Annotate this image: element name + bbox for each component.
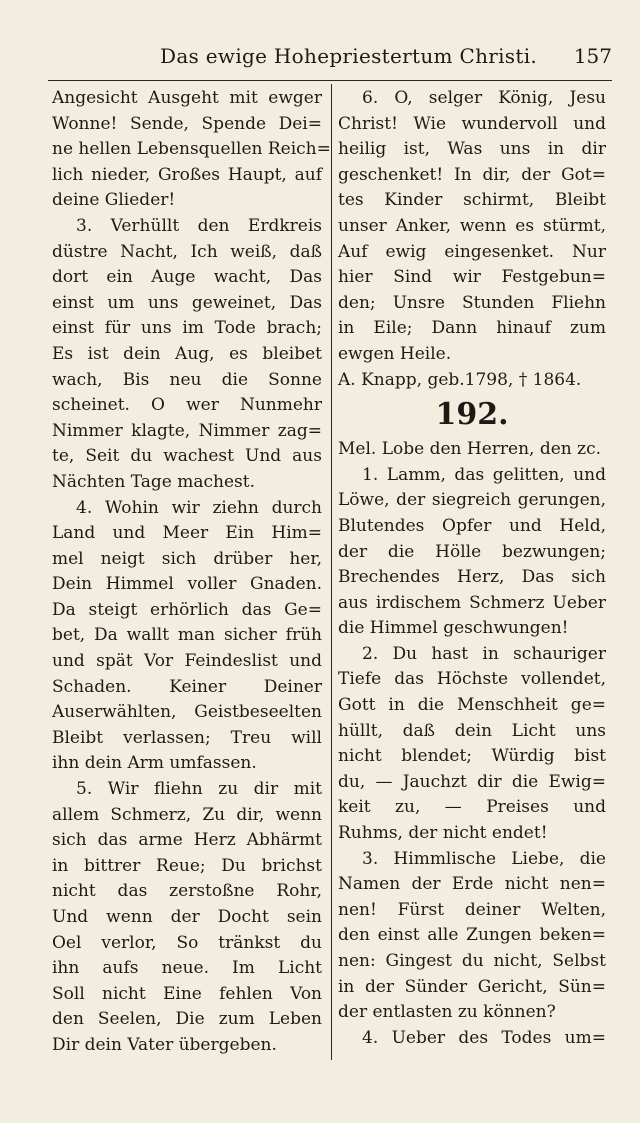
running-header	[48, 40, 612, 76]
text-line: Nimmer klagte, Nimmer zag=	[52, 420, 322, 441]
text-line: unser Anker, wenn es stürmt,	[338, 215, 606, 236]
text-line: in der Sünder Gericht, Sün=	[338, 976, 606, 997]
author-attribution: A. Knapp, geb.1798, † 1864.	[338, 369, 582, 390]
text-line: hüllt, daß dein Licht uns	[338, 720, 606, 741]
text-line: ne hellen Lebensquellen Reich=	[52, 139, 331, 160]
text-line: Brechendes Herz, Das sich	[338, 567, 606, 588]
text-line: keit zu, — Preises und	[338, 797, 606, 818]
text-line: den; Unsre Stunden Fliehn	[338, 292, 606, 313]
text-line: 3. Verhüllt den Erdkreis	[76, 215, 322, 236]
text-line: 1. Lamm, das gelitten, und	[362, 464, 606, 485]
text-line: Auf ewig eingesenket. Nur	[338, 241, 606, 262]
text-line: Auserwählten, Geistbeseelten	[52, 702, 322, 723]
text-line: einst um uns geweinet, Das	[52, 292, 322, 313]
text-line: heilig ist, Was uns in dir	[338, 139, 606, 160]
text-line: ewgen Heile.	[338, 343, 452, 364]
text-line: 4. Wohin wir ziehn durch	[76, 497, 322, 518]
text-line: Gott in die Menschheit ge=	[338, 695, 606, 716]
text-line: Da steigt erhörlich das Ge=	[52, 599, 322, 620]
text-line: ihn aufs neue. Im Licht	[52, 958, 322, 979]
header-rule	[48, 80, 612, 81]
text-line: Ruhms, der nicht endet!	[338, 823, 548, 844]
text-line: wach, Bis neu die Sonne	[52, 369, 322, 390]
text-line: nicht blendet; Würdig bist	[338, 746, 606, 767]
text-line: sich das arme Herz Abhärmt	[52, 830, 322, 851]
text-line: Blutendes Opfer und Held,	[338, 515, 606, 536]
text-line: tes Kinder schirmt, Bleibt	[338, 190, 606, 211]
text-line: in bittrer Reue; Du brichst	[52, 855, 322, 876]
text-line: der die Hölle bezwungen;	[338, 541, 606, 562]
text-line: Angesicht Ausgeht mit ewger	[52, 88, 322, 108]
text-line: Es ist dein Aug, es bleibet	[52, 343, 322, 364]
hymn-number: 192.	[435, 397, 509, 433]
text-line: der entlasten zu können?	[338, 1002, 556, 1023]
text-line: geschenket! In dir, der Got=	[338, 164, 606, 185]
text-line: scheinet. O wer Nunmehr	[52, 395, 322, 416]
text-line: düstre Nacht, Ich weiß, daß	[52, 241, 322, 262]
text-line: Namen der Erde nicht nen=	[338, 874, 606, 895]
text-line: deine Glieder!	[52, 190, 176, 211]
text-line: Dir dein Vater übergeben.	[52, 1034, 277, 1055]
text-line: in Eile; Dann hinauf zum	[338, 318, 606, 339]
text-line: Tiefe das Höchste vollendet,	[338, 669, 606, 690]
text-line: Land und Meer Ein Him=	[52, 523, 322, 544]
text-line: den Seelen, Die zum Leben	[52, 1009, 322, 1030]
melody-line: Mel. Lobe den Herren, den zc.	[338, 439, 602, 460]
text-line: 5. Wir fliehn zu dir mit	[76, 779, 322, 800]
right-column	[338, 86, 606, 1051]
text-line: Und wenn der Docht sein	[52, 907, 322, 927]
text-line: den einst alle Zungen beken=	[338, 925, 606, 946]
text-line: aus irdischem Schmerz Ueber	[338, 592, 606, 613]
text-line: 4. Ueber des Todes um=	[362, 1027, 606, 1048]
text-line: Löwe, der siegreich gerungen,	[338, 490, 606, 511]
text-line: Bleibt verlassen; Treu will	[52, 727, 322, 748]
text-line: lich nieder, Großes Haupt, auf	[52, 164, 322, 185]
text-line: Oel verlor, So tränkst du	[52, 932, 322, 953]
text-line: nicht das zerstoßne Rohr,	[52, 881, 322, 902]
text-line: 2. Du hast in schauriger	[362, 643, 606, 664]
hymn-192-text	[338, 463, 606, 1052]
text-line: und spät Vor Feindeslist und	[52, 651, 322, 672]
left-column	[52, 86, 331, 1059]
text-line: die Himmel geschwungen!	[338, 618, 569, 639]
text-line: hier Sind wir Festgebun=	[338, 267, 606, 288]
column-divider	[331, 84, 332, 1060]
page-number: 157	[573, 44, 612, 68]
text-line: bet, Da wallt man sicher früh	[52, 625, 322, 646]
text-line: dort ein Auge wacht, Das	[52, 267, 322, 288]
text-line: nen! Fürst deiner Welten,	[338, 899, 606, 920]
text-line: ihn dein Arm umfassen.	[52, 753, 257, 774]
text-line: du, — Jauchzt dir die Ewig=	[338, 771, 606, 792]
text-line: Nächten Tage machest.	[52, 471, 255, 492]
text-line: einst für uns im Tode brach;	[52, 318, 322, 339]
text-line: Christ! Wie wundervoll und	[338, 113, 606, 134]
text-line: mel neigt sich drüber her,	[52, 548, 322, 569]
text-line: allem Schmerz, Zu dir, wenn	[52, 804, 322, 825]
text-line: Schaden. Keiner Deiner	[52, 676, 322, 697]
hymn-191-end	[338, 86, 606, 368]
page-title: Das ewige Hohepriestertum Christi.	[160, 44, 538, 68]
text-line: nen: Gingest du nicht, Selbst	[338, 951, 606, 971]
text-line: 3. Himmlische Liebe, die	[362, 848, 606, 869]
text-line: 6. O, selger König, Jesu	[362, 88, 606, 108]
text-line: Wonne! Sende, Spende Dei=	[52, 113, 322, 134]
text-line: te, Seit du wachest Und aus	[52, 446, 322, 467]
text-line: Soll nicht Eine fehlen Von	[52, 983, 322, 1004]
text-line: Dein Himmel voller Gnaden.	[52, 574, 322, 595]
